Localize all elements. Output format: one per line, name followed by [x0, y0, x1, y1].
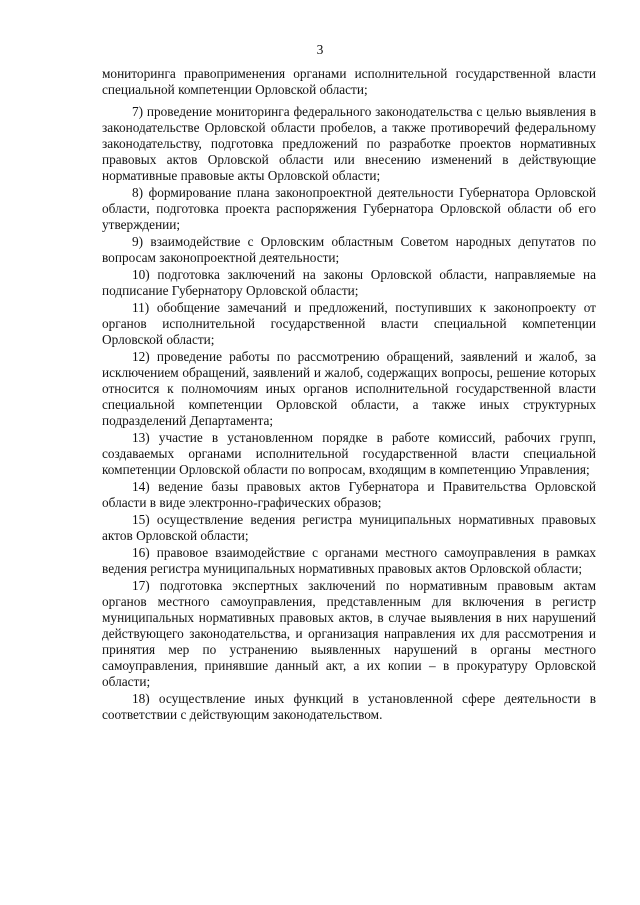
paragraph-item-10: 10) подготовка заключений на законы Орловской области, направляемые на подписание Губернатору Орловской области; — [102, 267, 596, 298]
paragraph-item-14: 14) ведение базы правовых актов Губернатора и Правительства Орловской области в виде электронно-графических образов; — [102, 479, 596, 510]
paragraph-item-11: 11) обобщение замечаний и предложений, поступивших к законопроекту от органов исполнительной государственной власти специальной компетенции Орловской области; — [102, 300, 596, 347]
paragraph-item-18: 18) осуществление иных функций в установленной сфере деятельности в соответствии с действующим законодательством. — [102, 691, 596, 722]
paragraph-item-16: 16) правовое взаимодействие с органами местного самоуправления в рамках ведения регистра муниципальных нормативных правовых актов Орловской области; — [102, 545, 596, 576]
paragraph-item-8: 8) формирование плана законопроектной деятельности Губернатора Орловской области, подготовка проекта распоряжения Губернатора Орловской области об его утверждении; — [102, 185, 596, 232]
paragraph-item-12: 12) проведение работы по рассмотрению обращений, заявлений и жалоб, за исключением обращений, заявлений и жалоб, содержащих вопросы, решение которых относится к полномочиям иных органов исполнительной государственной власти специальной компетенции Орловской области, а также иных структурных подразделений Департамента; — [102, 349, 596, 428]
paragraph-item-7: 7) проведение мониторинга федерального законодательства с целью выявления в законодательстве Орловской области пробелов, а также противоречий федеральному законодательству, подготовка предложений по разработке проектов нормативных правовых актов Орловской области или внесению изменений в действующие нормативные правовые акты Орловской области; — [102, 104, 596, 183]
paragraph-item-17: 17) подготовка экспертных заключений по нормативным правовым актам органов местного самоуправления, представленным для включения в регистр муниципальных нормативных правовых актов, в случае выявления в них нарушений действующего законодательства, и организация направления их для рассмотрения и принятия мер по устранению выявленных нарушений в органы местного самоуправления, принявшие данный акт, а их копии – в прокуратуру Орловской области; — [102, 578, 596, 689]
document-body — [102, 66, 596, 724]
paragraph-item-9: 9) взаимодействие с Орловским областным Советом народных депутатов по вопросам законопроектной деятельности; — [102, 234, 596, 265]
paragraph-item-15: 15) осуществление ведения регистра муниципальных нормативных правовых актов Орловской области; — [102, 512, 596, 543]
paragraph-item-13: 13) участие в установленном порядке в работе комиссий, рабочих групп, создаваемых органами исполнительной государственной власти специальной компетенции Орловской области по вопросам, входящим в компетенцию Управления; — [102, 430, 596, 477]
page-number: 3 — [316, 42, 324, 57]
paragraph-continuation: мониторинга правоприменения органами исполнительной государственной власти специальной компетенции Орловской области; — [102, 66, 596, 97]
